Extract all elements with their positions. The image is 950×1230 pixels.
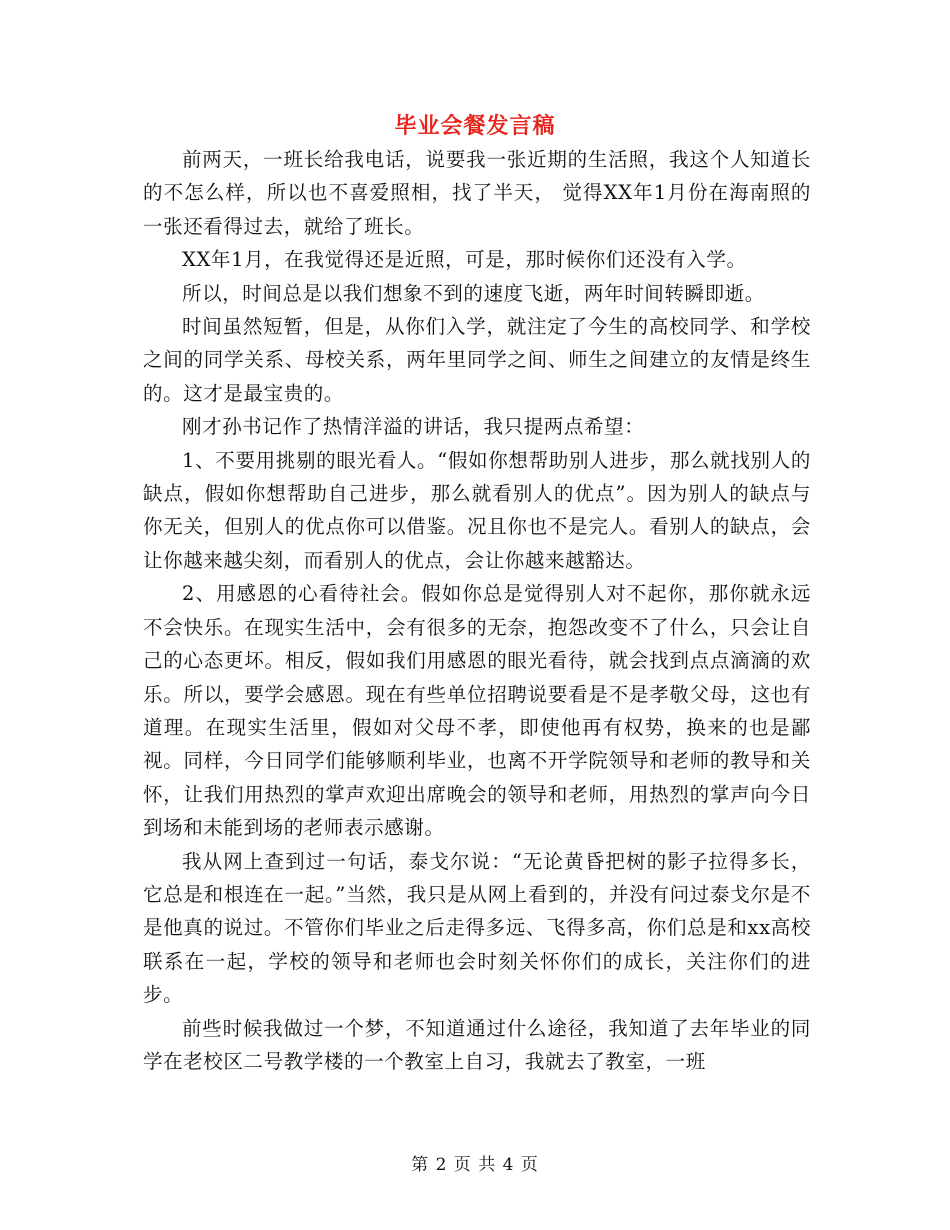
paragraph-7: 2、用感恩的心看待社会。假如你总是觉得别人对不起你，那你就永远不会快乐。在现实生活中，会有很多的无奈，抱怨改变不了什么，只会让自己的心态更坏。相反，假如我们用感恩的眼光看待，就会找到点点滴滴的欢乐。所以，要学会感恩。现在有些单位招聘说要看是不是孝敬父母，这也有道理。在现实生活里，假如对父母不孝，即使他再有权势，换来的也是鄙视。同样，今日同学们能够顺利毕业，也离不开学院领导和老师的教导和关怀，让我们用热烈的掌声欢迎出席晚会的领导和老师，用热烈的掌声向今日到场和未能到场的老师表示感谢。: [143, 582, 811, 840]
document-body: [143, 143, 811, 1078]
paragraph-8: 我从网上查到过一句话，泰戈尔说：“无论黄昏把树的影子拉得多长，它总是和根连在一起。”当然，我只是从网上看到的，并没有问过泰戈尔是不是他真的说过。不管你们毕业之后走得多远、飞得多高，你们总是和xx高校联系在一起，学校的领导和老师也会时刻关怀你们的成长，关注你们的进步。: [143, 849, 811, 1007]
paragraph-6: 1、不要用挑剔的眼光看人。“假如你想帮助别人进步，那么就找别人的缺点，假如你想帮助自己进步，那么就看别人的优点”。因为别人的缺点与你无关，但别人的优点你可以借鉴。况且你也不是完人。看别人的缺点，会让你越来越尖刻，而看别人的优点，会让你越来越豁达。: [143, 448, 811, 572]
paragraph-1: 前两天，一班长给我电话，说要我一张近期的生活照，我这个人知道长的不怎么样，所以也不喜爱照相，找了半天， 觉得XX年1月份在海南照的一张还看得过去，就给了班长。: [143, 148, 811, 238]
document-title: 毕业会餐发言稿: [394, 113, 556, 139]
page-number-footer: 第 2 页 共 4 页: [411, 1155, 539, 1175]
paragraph-4: 时间虽然短暂，但是，从你们入学，就注定了今生的高校同学、和学校之间的同学关系、母校关系，两年里同学之间、师生之间建立的友情是终生的。这才是最宝贵的。: [143, 315, 811, 405]
paragraph-2: XX年1月，在我觉得还是近照，可是，那时候你们还没有入学。: [182, 248, 747, 272]
paragraph-3: 所以，时间总是以我们想象不到的速度飞逝，两年时间转瞬即逝。: [182, 281, 765, 305]
paragraph-9: 前些时候我做过一个梦，不知道通过什么途径，我知道了去年毕业的同学在老校区二号教学楼的一个教室上自习，我就去了教室，一班: [143, 1016, 811, 1073]
paragraph-5: 刚才孙书记作了热情洋溢的讲话，我只提两点希望：: [182, 415, 645, 439]
